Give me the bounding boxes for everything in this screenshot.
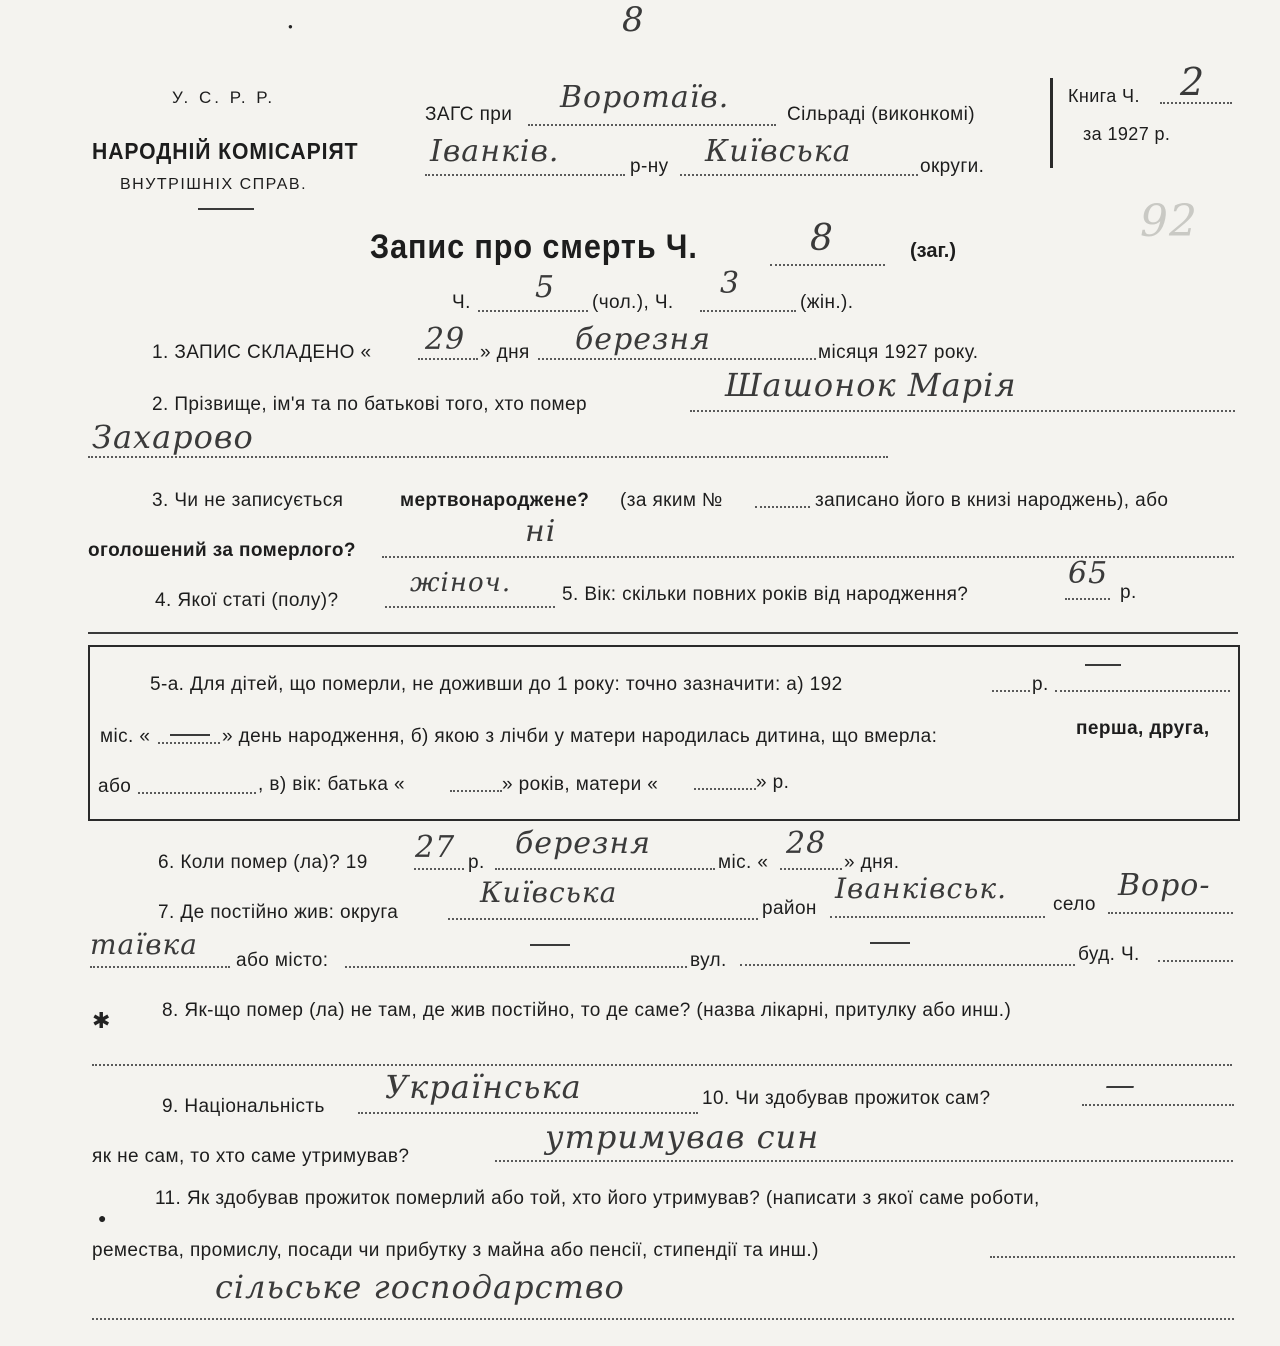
q1-day: 29 — [425, 322, 466, 357]
q5-value: 65 — [1068, 556, 1109, 591]
q2-line-2 — [88, 456, 888, 458]
okruga-field-line — [680, 174, 918, 176]
q5-line — [1065, 598, 1110, 600]
q10-sub-line — [495, 1160, 1233, 1162]
q9-label: 9. Національність — [162, 1096, 325, 1117]
ch-label: Ч. — [452, 292, 471, 313]
council-label: Сільраді (виконкомі) — [787, 104, 975, 125]
q3-bold-a: мертвонароджене? — [400, 490, 590, 511]
book-label: Книга Ч. — [1068, 86, 1140, 106]
form-title: Запис про смерть Ч. — [370, 228, 698, 266]
q7-selo-2-line — [90, 966, 230, 968]
q6-r: р. — [468, 852, 485, 873]
q5a-line-3d: » р. — [756, 772, 790, 793]
internal-affairs-label: ВНУТРІШНІХ СПРАВ. — [120, 176, 308, 193]
q1-month-line — [538, 358, 816, 360]
female-label: (жін.). — [800, 292, 854, 313]
q7-selo-2: таївка — [90, 928, 198, 961]
q7-bud-line — [1158, 960, 1233, 962]
q1-mid: » дня — [480, 342, 530, 363]
q2-line — [690, 410, 1235, 412]
q6-month: березня — [515, 826, 652, 861]
q2-label: 2. Прізвище, ім'я та по батькові того, хто помер — [152, 394, 587, 415]
q5a-date-line — [1055, 690, 1230, 692]
female-count: 3 — [720, 266, 741, 301]
female-count-line — [700, 310, 796, 312]
q7-label: 7. Де постійно жив: округа — [158, 902, 399, 923]
q5a-other-line — [138, 792, 256, 794]
margin-dot: ● — [98, 1210, 107, 1226]
title-number: 8 — [810, 218, 834, 259]
q7-raion-label: район — [762, 898, 817, 919]
q5a-father-age-line — [450, 790, 502, 792]
q1-day-line — [418, 358, 478, 360]
q6-day-line — [780, 868, 842, 870]
q10-sub-label: як не сам, то хто саме утримував? — [92, 1146, 410, 1167]
q7-vul-line — [740, 964, 1075, 966]
q3-number-line — [755, 506, 810, 508]
q7-okruga-line — [448, 918, 758, 920]
q3-bold-b: оголошений за померлого? — [88, 540, 356, 561]
q5a-line-2-bold: перша, друга, — [1076, 718, 1210, 739]
q9-value: Українська — [385, 1068, 582, 1106]
q5a-line-1: 5-а. Для дітей, що померли, не доживши до 1 року: точно зазначити: а) 192 — [150, 674, 843, 695]
q11-line-2: ремества, промислу, посади чи прибутку з майна або пенсії, стипендії та инш.) — [92, 1240, 819, 1261]
q1-prefix: 1. ЗАПИС СКЛАДЕНО « — [152, 342, 372, 363]
q5-label: 5. Вік: скільки повних років від народження? — [562, 584, 969, 605]
q5a-line-3a: або — [98, 776, 132, 797]
title-suffix: (заг.) — [910, 240, 957, 262]
faint-number: 92 — [1140, 196, 1198, 247]
ussr-label: У. С. Р. Р. — [172, 88, 276, 107]
section-divider — [88, 632, 1238, 634]
q7-raion: Іванківськ. — [835, 872, 1008, 905]
q7-raion-line — [830, 916, 1045, 918]
q4-label: 4. Якої статі (полу)? — [155, 590, 339, 611]
q10-value: — — [1105, 1068, 1136, 1103]
q4-value: жіноч. — [410, 568, 512, 598]
q7-vul-label: вул. — [690, 950, 727, 971]
q4-line — [385, 606, 555, 608]
page-number-handwritten: 8 — [622, 0, 645, 40]
q5a-line-2b: » день народження, б) якою з лічби у матери народилась дитина, що вмерла: — [222, 726, 938, 747]
margin-mark: ✱ — [92, 1008, 111, 1033]
q3-value: ні — [525, 514, 557, 549]
q5a-line-3c: » років, матери « — [502, 774, 659, 795]
q6-month-line — [495, 868, 715, 870]
q10-line — [1082, 1104, 1234, 1106]
q5a-mother-age-line — [694, 788, 756, 790]
zags-field-line — [528, 124, 776, 126]
q6-suffix: » дня. — [844, 852, 900, 873]
raion-label: р-ну — [630, 156, 669, 177]
q11-value-line — [92, 1318, 1234, 1320]
okruga-label: округи. — [920, 156, 985, 177]
q5a-month-dash — [170, 734, 210, 736]
q2-value-1: Шашонок Марія — [725, 366, 1017, 404]
q1-month: березня — [575, 322, 712, 357]
q11-line-1: 11. Як здобував прожиток померлий або той, хто його утримував? (написати з якої саме роботи, — [155, 1188, 1040, 1209]
q3-text-a: 3. Чи не записується — [152, 490, 344, 511]
q2-value-2: Захарово — [92, 418, 254, 456]
male-label: (чол.), Ч. — [592, 292, 674, 313]
q7-misto-line — [345, 966, 687, 968]
okruga-value: Київська — [705, 134, 852, 169]
raion-value: Іванків. — [430, 134, 560, 169]
q5a-line-1-r: р. — [1032, 674, 1049, 695]
q10-label: 10. Чи здобував прожиток сам? — [702, 1088, 991, 1109]
q5a-dash — [1085, 664, 1121, 666]
q11-value: сільське господарство — [215, 1268, 625, 1306]
zags-label: ЗАГС при — [425, 104, 513, 125]
q3-text-c: записано його в книзі народжень), або — [815, 490, 1169, 511]
book-value: 2 — [1180, 60, 1206, 104]
q5-suffix: р. — [1120, 582, 1137, 603]
q7-okruga: Київська — [480, 876, 618, 909]
title-number-line — [770, 264, 885, 266]
q7-misto-label: або місто: — [236, 950, 329, 971]
commissariat-label: НАРОДНІЙ КОМІСАРІЯТ — [92, 138, 359, 164]
q6-day: 28 — [786, 826, 827, 861]
q7-selo-line — [1108, 912, 1233, 914]
header-divider — [198, 208, 254, 210]
q1-suffix: місяця 1927 року. — [818, 342, 979, 363]
q6-mis: міс. « — [718, 852, 769, 873]
q7-selo-label: село — [1053, 894, 1096, 915]
q7-selo: Воро- — [1118, 868, 1211, 903]
q10-sub-value: утримував син — [545, 1118, 820, 1156]
q8-line — [92, 1064, 1232, 1066]
q5a-month-line — [158, 742, 220, 744]
q7-vul-dash — [870, 942, 910, 944]
top-dot: ● — [288, 22, 293, 31]
q6-year-line — [414, 868, 464, 870]
raion-field-line — [425, 174, 625, 176]
book-year: за 1927 р. — [1083, 124, 1171, 144]
q5a-line-3b: , в) вік: батька « — [258, 774, 405, 795]
q8-label: 8. Як-що помер (ла) не там, де жив постійно, то де саме? (назва лікарні, притулку або инш.) — [162, 1000, 1012, 1021]
q5a-year-line — [992, 690, 1030, 692]
q6-label: 6. Коли помер (ла)? 19 — [158, 852, 368, 873]
male-count: 5 — [535, 270, 556, 305]
zags-value: Воротаїв. — [560, 80, 730, 115]
q11-line-2-dots — [990, 1256, 1235, 1258]
male-count-line — [478, 310, 588, 312]
q5a-line-2a: міс. « — [100, 726, 151, 747]
q7-misto-dash — [530, 944, 570, 946]
q6-year: 27 — [415, 830, 456, 865]
q3-text-b: (за яким № — [620, 490, 723, 511]
q7-bud-label: буд. Ч. — [1078, 944, 1140, 965]
q9-line — [358, 1112, 698, 1114]
